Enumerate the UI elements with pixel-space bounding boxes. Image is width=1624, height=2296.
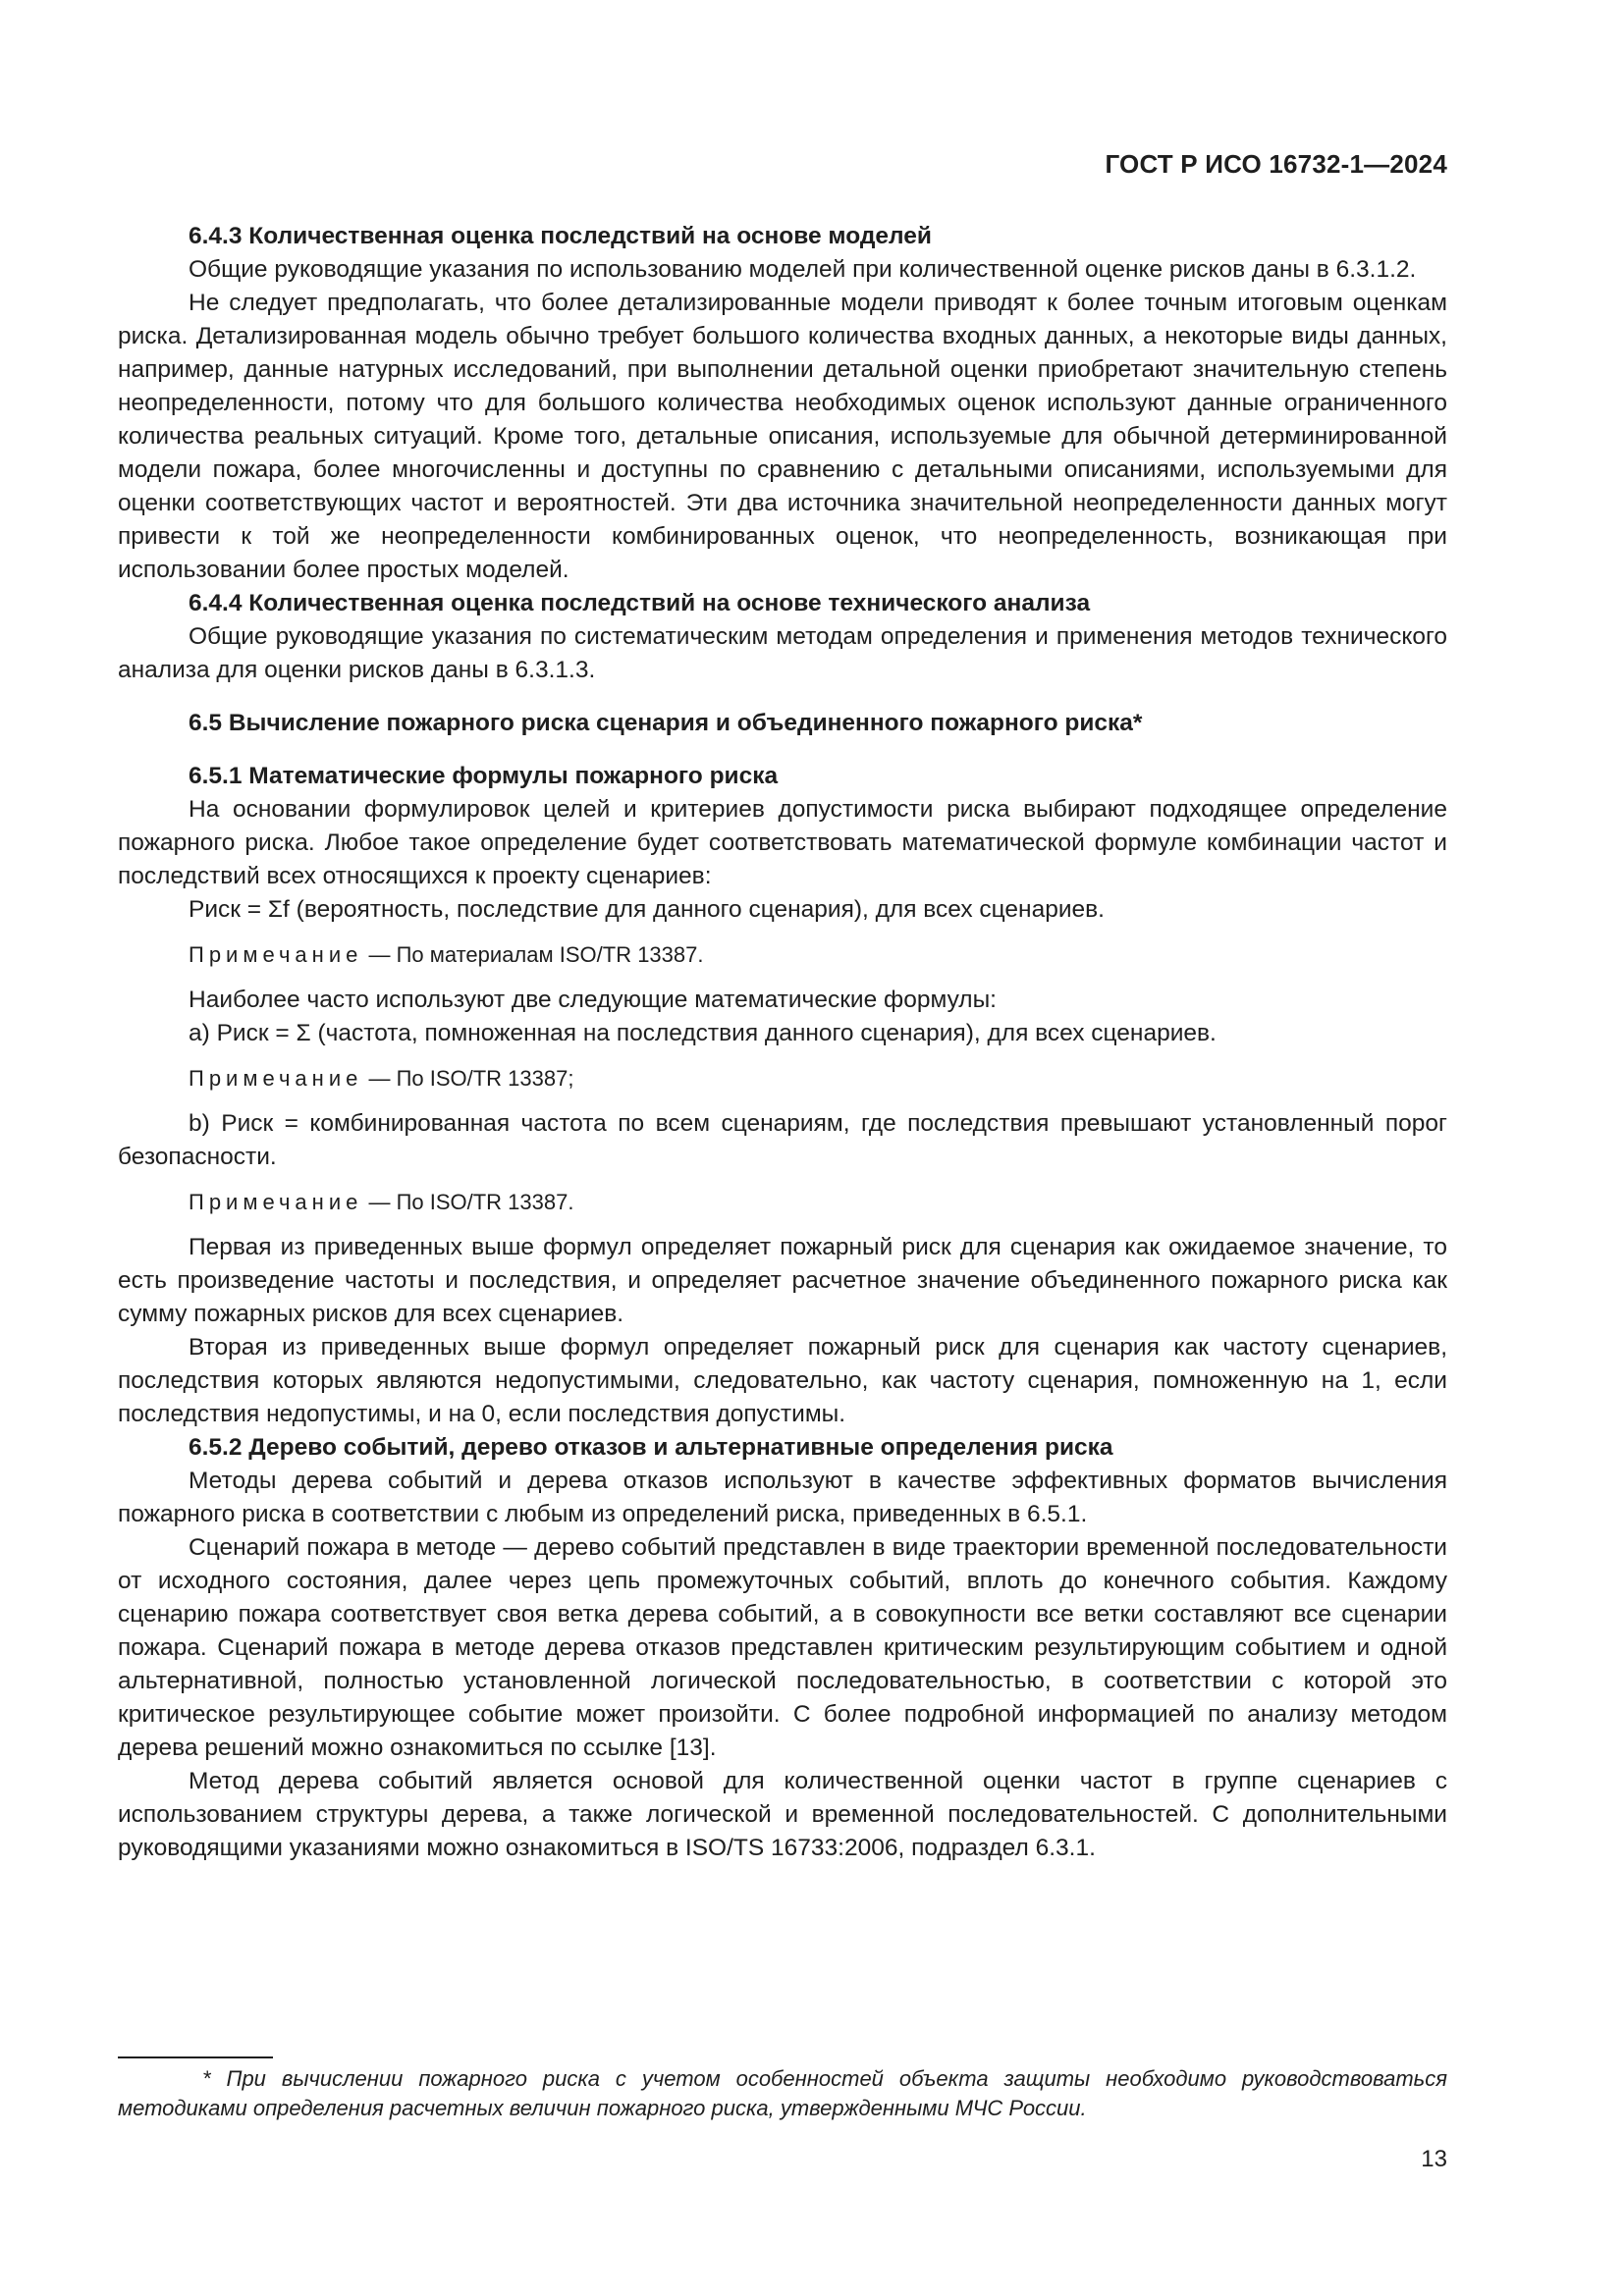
list-item-a: a) Риск = Σ (частота, помноженная на последствия данного сценария), для всех сценариев. [189,1020,1217,1046]
note-text: — По ISO/TR 13387. [362,1190,574,1214]
footnote: * При вычислении пожарного риска с учетом особенностей объекта защиты необходимо руководствоваться методиками определения расчетных величин пожарного риска, утвержденными МЧС России. [118,2066,1447,2120]
note-label: Примечание [189,1066,363,1091]
paragraph: Вторая из приведенных выше формул определяет пожарный риск для сценария как частоту сценариев, последствия которых являются недопустимыми, следовательно, как частоту сценария, помноженную на 1, если последствия недопустимы, и на 0, если последствия допустимы. [118,1334,1447,1427]
note-label: Примечание [189,942,363,967]
heading-6-5: 6.5 Вычисление пожарного риска сценария и объединенного пожарного риска* [189,710,1143,736]
formula-line: Риск = Σf (вероятность, последствие для данного сценария), для всех сценариев. [189,896,1105,923]
heading-6-5-1: 6.5.1 Математические формулы пожарного риска [189,763,779,789]
footnote-divider [118,2056,273,2058]
heading-6-5-2: 6.5.2 Дерево событий, дерево отказов и альтернативные определения риска [189,1434,1113,1461]
paragraph: Метод дерева событий является основой для количественной оценки частот в группе сценариев с использованием структуры дерева, а также логической и временной последовательностей. С дополнительными руководящими указаниями можно ознакомиться в ISO/TS 16733:2006, подраздел 6.3.1. [118,1768,1447,1861]
page-number: 13 [1421,2146,1447,2172]
heading-6-4-3: 6.4.3 Количественная оценка последствий на основе моделей [189,223,932,249]
note [118,1064,1447,1094]
paragraph: Общие руководящие указания по использованию моделей при количественной оценке рисков даны в 6.3.1.2. [189,256,1417,283]
document-header: ГОСТ Р ИСО 16732-1—2024 [1105,149,1447,179]
heading-6-4-4: 6.4.4 Количественная оценка последствий на основе технического анализа [189,590,1091,616]
list-item-b: b) Риск = комбинированная частота по всем сценариям, где последствия превышают установленный порог безопасности. [118,1110,1447,1170]
note [118,1188,1447,1217]
paragraph: Сценарий пожара в методе — дерево событий представлен в виде траектории временной последовательности от исходного состояния, далее через цепь промежуточных событий, вплоть до конечного события. Каждому сценарию пожара соответствует своя ветка дерева событий, а в совокупности все ветки составляют все сценарии пожара. Сценарий пожара в методе дерева отказов представлен критическим результирующим событием и одной альтернативной, полностью установленной логической последовательностью, в соответствии с которой это критическое результирующее событие может произойти. С более подробной информацией по анализу методом дерева решений можно ознакомиться по ссылке [13]. [118,1534,1447,1761]
note-text: — По ISO/TR 13387; [362,1066,574,1091]
paragraph: Методы дерева событий и дерева отказов используют в качестве эффективных форматов вычисления пожарного риска в соответствии с любым из определений риска, приведенных в 6.5.1. [118,1468,1447,1527]
document-body [118,220,1447,1865]
note-text: — По материалам ISO/TR 13387. [362,942,704,967]
note-label: Примечание [189,1190,363,1214]
paragraph: Первая из приведенных выше формул определяет пожарный риск для сценария как ожидаемое значение, то есть произведение частоты и последствия, и определяет расчетное значение объединенного пожарного риска как сумму пожарных рисков для всех сценариев. [118,1234,1447,1327]
note [118,940,1447,970]
paragraph: Не следует предполагать, что более детализированные модели приводят к более точным итоговым оценкам риска. Детализированная модель обычно требует большого количества входных данных, а некоторые виды данных, например, данные натурных исследований, при выполнении детальной оценки приобретают значительную степень неопределенности, потому что для большого количества необходимых оценок используют данные ограниченного количества реальных ситуаций. Кроме того, детальные описания, используемые для обычной детерминированной модели пожара, более многочисленны и доступны по сравнению с детальными описаниями, используемыми для оценки соответствующих частот и вероятностей. Эти два источника значительной неопределенности данных могут привести к той же неопределенности комбинированных оценок, что неопределенность, возникающая при использовании более простых моделей. [118,290,1447,583]
paragraph: На основании формулировок целей и критериев допустимости риска выбирают подходящее определение пожарного риска. Любое такое определение будет соответствовать математической формуле комбинации частот и последствий всех относящихся к проекту сценариев: [118,796,1447,889]
paragraph: Общие руководящие указания по систематическим методам определения и применения методов технического анализа для оценки рисков даны в 6.3.1.3. [118,623,1447,683]
paragraph: Наиболее часто используют две следующие математические формулы: [189,987,997,1013]
